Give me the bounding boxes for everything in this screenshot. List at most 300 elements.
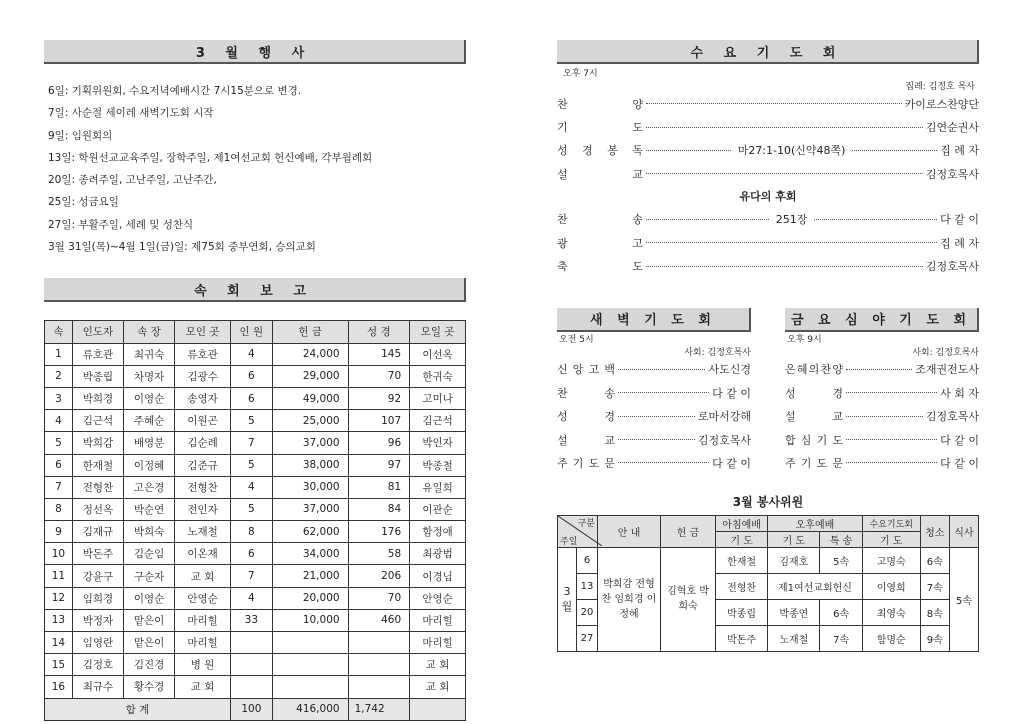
table-cell: 최귀숙 [124, 343, 175, 365]
table-cell: 박종립 [716, 599, 768, 625]
table-cell: 29,000 [272, 365, 348, 387]
program-label-char: 찬 [557, 97, 568, 111]
table-cell: 13 [45, 609, 73, 631]
vol-h-div: 구분 [577, 518, 595, 529]
table-cell: 6 [577, 547, 598, 573]
program-label [557, 385, 615, 401]
report-title: 속 회 보 고 [44, 278, 466, 302]
table-cell: 마리힐 [175, 609, 231, 631]
vol-h-special: 특 송 [820, 531, 862, 547]
table-cell: 7 [230, 432, 272, 454]
dot-leader [846, 439, 937, 440]
table-cell: 차명자 [124, 365, 175, 387]
table-cell: 70 [348, 587, 410, 609]
program-label [557, 361, 615, 377]
table-cell: 한귀숙 [410, 365, 466, 387]
program-value: 김연순권사 [925, 121, 979, 135]
table-cell [230, 654, 272, 676]
table-cell [230, 632, 272, 654]
program-label-char: 설 [557, 433, 568, 447]
report-total-row [45, 698, 466, 720]
program-item [785, 428, 979, 451]
table-cell: 10,000 [272, 609, 348, 631]
table-cell: 제1여선교회헌신 [768, 573, 863, 599]
program-label [557, 455, 615, 471]
table-cell: 함정애 [410, 521, 466, 543]
table-cell: 김광수 [175, 365, 231, 387]
table-cell: 5속 [820, 547, 862, 573]
table-cell [348, 676, 410, 698]
events-title: 3 월 행 사 [44, 40, 466, 64]
table-cell [348, 632, 410, 654]
friday-title: 금 요 심 야 기 도 회 [785, 308, 979, 332]
program-label-char: 송 [604, 386, 615, 400]
table-cell [230, 676, 272, 698]
report-header-cell: 속 장 [124, 321, 175, 343]
program-label-char: 찬 [820, 363, 832, 377]
table-cell: 8속 [920, 599, 949, 625]
program-item [557, 92, 979, 115]
program-label-char: 혜 [796, 363, 808, 377]
table-cell: 노재철 [768, 625, 820, 651]
event-item: 9일: 임원회의 [48, 129, 113, 142]
table-cell: 이영순 [124, 587, 175, 609]
table-cell: 5 [230, 498, 272, 520]
program-label-char: 설 [785, 410, 796, 424]
table-cell: 전형찬 [72, 476, 123, 498]
table-cell: 206 [348, 565, 410, 587]
table-cell: 84 [348, 498, 410, 520]
dot-leader [846, 392, 937, 393]
program-value: 다 같 이 [940, 456, 979, 470]
table-cell: 16 [45, 676, 73, 698]
volunteers-table [557, 515, 979, 652]
program-label-char: 찬 [557, 386, 568, 400]
program-label-char: 봉 [607, 144, 618, 158]
wednesday-title: 수 요 기 도 회 [557, 40, 979, 64]
table-cell: 안영순 [410, 587, 466, 609]
program-label-char: 양 [832, 363, 843, 377]
table-row [45, 365, 466, 387]
program-label-char: 문 [604, 456, 615, 470]
report-body [45, 343, 466, 698]
table-cell: 이경님 [410, 565, 466, 587]
total-people: 100 [230, 698, 272, 720]
table-cell: 20,000 [272, 587, 348, 609]
program-detail: 마27:1-10(신약48쪽) [737, 144, 846, 158]
table-row [45, 654, 466, 676]
vol-h-guide: 안 내 [598, 515, 661, 547]
program-label-char: 성 [785, 386, 796, 400]
table-cell: 97 [348, 454, 410, 476]
event-item: 3월 31일(목)~4월 1일(금)일: 제75회 중부연회, 승의교회 [48, 241, 316, 254]
table-cell: 마리힐 [175, 632, 231, 654]
table-cell: 고명숙 [862, 547, 920, 573]
program-label-char: 주 [785, 456, 796, 470]
program-label-char: 고 [588, 363, 600, 377]
table-cell: 전인자 [175, 498, 231, 520]
table-row [45, 609, 466, 631]
program-value: 김정호목사 [697, 433, 751, 447]
wednesday-program [557, 92, 979, 186]
table-cell: 15 [45, 654, 73, 676]
table-cell: 37,000 [272, 498, 348, 520]
report-header-cell: 인 원 [230, 321, 272, 343]
program-label-char: 교 [632, 167, 643, 181]
program-label-char: 기 [572, 456, 584, 470]
table-cell: 박희경 [72, 387, 123, 409]
table-cell: 교 회 [175, 676, 231, 698]
table-cell [348, 654, 410, 676]
program-value: 다 같 이 [940, 433, 979, 447]
table-cell: 9 [45, 521, 73, 543]
program-item [785, 451, 979, 474]
table-cell: 21,000 [272, 565, 348, 587]
table-cell: 3월 [558, 547, 577, 651]
table-cell: 460 [348, 609, 410, 631]
dot-leader [618, 462, 709, 463]
dot-leader [646, 173, 923, 174]
dot-leader [646, 266, 923, 267]
program-label-char: 광 [557, 236, 568, 250]
program-label-char: 의 [808, 363, 820, 377]
table-cell: 7속 [820, 625, 862, 651]
vol-h-meal: 식사 [949, 515, 978, 547]
table-cell: 임희경 [72, 587, 123, 609]
event-item: 20일: 종려주일, 고난주일, 고난주간, [48, 174, 217, 187]
table-cell: 교 회 [410, 654, 466, 676]
program-value: 다 같 이 [712, 386, 751, 400]
table-cell: 구순자 [124, 565, 175, 587]
table-cell: 황수경 [124, 676, 175, 698]
program-item [557, 451, 751, 474]
program-label-char: 독 [632, 144, 643, 158]
table-cell: 함명순 [862, 625, 920, 651]
table-cell: 6 [230, 365, 272, 387]
table-cell: 박돈주 [72, 543, 123, 565]
table-cell: 박정자 [72, 609, 123, 631]
table-cell: 6 [230, 543, 272, 565]
program-value: 사 회 자 [940, 386, 979, 400]
report-header-cell: 인도자 [72, 321, 123, 343]
program-value: 다 같 이 [712, 456, 751, 470]
wednesday-time: 오후 7시 [563, 69, 598, 79]
table-cell: 박종철 [410, 454, 466, 476]
dawn-leader-row [557, 345, 751, 358]
table-cell: 최광범 [410, 543, 466, 565]
table-cell: 5 [45, 432, 73, 454]
table-row [45, 676, 466, 698]
program-value: 김정호목사 [925, 410, 979, 424]
program-label-char: 축 [557, 260, 568, 274]
table-cell: 4 [230, 343, 272, 365]
friday-program [785, 358, 979, 475]
table-cell: 58 [348, 543, 410, 565]
program-item [785, 405, 979, 428]
report-table [44, 320, 466, 720]
table-cell: 81 [348, 476, 410, 498]
dot-leader [846, 416, 923, 417]
table-cell: 고은경 [124, 476, 175, 498]
friday-prayer [785, 308, 979, 475]
program-label [557, 408, 615, 424]
table-cell: 7속 [920, 573, 949, 599]
table-row [45, 454, 466, 476]
table-cell: 8 [230, 521, 272, 543]
wednesday-meta [557, 66, 979, 79]
table-cell: 배영분 [124, 432, 175, 454]
program-value: 사도신경 [708, 363, 751, 377]
program-item [557, 254, 979, 277]
table-cell: 전형찬 [716, 573, 768, 599]
table-cell: 김근석 [72, 410, 123, 432]
table-cell: 49,000 [272, 387, 348, 409]
table-cell: 김재규 [72, 521, 123, 543]
dot-leader [618, 416, 695, 417]
dawn-time: 오전 5시 [559, 334, 594, 345]
dot-leader [852, 150, 937, 151]
dot-leader [646, 103, 902, 104]
table-row [45, 565, 466, 587]
table-cell: 5 [230, 454, 272, 476]
table-cell: 34,000 [272, 543, 348, 565]
table-cell: 145 [348, 343, 410, 365]
table-cell: 박종연 [768, 599, 820, 625]
table-cell: 7 [230, 565, 272, 587]
table-cell: 107 [348, 410, 410, 432]
program-item [557, 428, 751, 451]
friday-time: 오후 9시 [787, 334, 822, 345]
table-cell: 최영숙 [862, 599, 920, 625]
program-item [557, 115, 979, 138]
vol-h-week: 주일 [560, 536, 578, 547]
program-value: 조재권전도사 [915, 363, 979, 377]
program-label [557, 166, 643, 182]
table-cell: 2 [45, 365, 73, 387]
table-cell: 이정혜 [124, 454, 175, 476]
table-cell: 8 [45, 498, 73, 520]
table-cell: 6속 [820, 599, 862, 625]
report-header-cell: 모일 곳 [410, 321, 466, 343]
table-cell: 6 [45, 454, 73, 476]
table-cell: 5 [230, 410, 272, 432]
table-cell: 김재호 [768, 547, 820, 573]
event-item: 13일: 학원선교교육주일, 장학주일, 제1여선교회 헌신예배, 각부월례회 [48, 151, 373, 164]
prayer-meetings [557, 308, 979, 475]
table-cell: 38,000 [272, 454, 348, 476]
dawn-meta [557, 332, 751, 345]
program-label [557, 211, 643, 227]
table-row [45, 410, 466, 432]
table-cell: 4 [230, 587, 272, 609]
table-cell: 33 [230, 609, 272, 631]
program-label-char: 도 [832, 433, 843, 447]
total-offering: 416,000 [272, 698, 348, 720]
program-label [557, 235, 643, 251]
table-row [45, 587, 466, 609]
program-label-char: 경 [582, 144, 593, 158]
table-cell: 류호관 [72, 343, 123, 365]
table-row [45, 521, 466, 543]
table-cell: 박희숙 [124, 521, 175, 543]
table-cell: 25,000 [272, 410, 348, 432]
program-label [785, 455, 843, 471]
vol-corner [558, 515, 598, 547]
dawn-leader: 사회: 김정호목사 [684, 347, 751, 358]
table-cell: 송영자 [175, 387, 231, 409]
table-cell: 마리힐 [410, 609, 466, 631]
dot-leader [814, 219, 937, 220]
program-item [557, 405, 751, 428]
table-cell: 김순임 [124, 543, 175, 565]
program-label-char: 합 [785, 433, 796, 447]
dot-leader [646, 150, 731, 151]
program-label-char: 경 [604, 410, 615, 424]
program-label-char: 설 [557, 167, 568, 181]
program-label-char: 성 [557, 410, 568, 424]
dot-leader [846, 369, 912, 370]
dot-leader [618, 369, 705, 370]
table-cell: 박인자 [410, 432, 466, 454]
dawn-title: 새 벽 기 도 회 [557, 308, 751, 332]
table-cell: 전형찬 [175, 476, 231, 498]
program-detail: 251장 [775, 213, 808, 227]
table-cell [272, 632, 348, 654]
sermon-title: 유다의 후회 [739, 189, 797, 203]
report-header-row [45, 321, 466, 343]
vol-h-prayer: 기 도 [768, 531, 820, 547]
table-cell: 9속 [920, 625, 949, 651]
program-value: 다 같 이 [940, 213, 979, 227]
table-cell: 한재철 [716, 547, 768, 573]
table-cell: 12 [45, 587, 73, 609]
total-bible: 1,742 [348, 698, 410, 720]
table-cell: 박희감 [72, 432, 123, 454]
dot-leader [618, 392, 709, 393]
table-cell [272, 676, 348, 698]
vol-h-afternoon: 오후예배 [768, 515, 863, 531]
table-cell: 176 [348, 521, 410, 543]
table-cell: 임영란 [72, 632, 123, 654]
events-list [48, 80, 466, 258]
program-value: 김정호목사 [925, 167, 979, 181]
program-label-char: 고 [632, 236, 643, 250]
volunteers-body [558, 547, 979, 651]
table-cell: 강윤구 [72, 565, 123, 587]
program-label-char: 송 [632, 213, 643, 227]
table-cell: 7 [45, 476, 73, 498]
table-row [45, 498, 466, 520]
program-item [785, 358, 979, 381]
total-label: 합 계 [45, 698, 231, 720]
table-cell: 유일희 [410, 476, 466, 498]
table-cell: 이관순 [410, 498, 466, 520]
table-row [45, 343, 466, 365]
friday-meta [785, 332, 979, 345]
report-header-cell: 헌 금 [272, 321, 348, 343]
program-value: 집 례 자 [940, 236, 979, 250]
table-cell: 13 [577, 573, 598, 599]
program-label-char: 백 [604, 363, 615, 377]
program-label-char: 주 [557, 456, 568, 470]
dot-leader [618, 439, 695, 440]
table-cell: 4 [230, 476, 272, 498]
vol-h-morning: 아침예배 [716, 515, 768, 531]
program-value: 김정호목사 [925, 260, 979, 274]
table-cell: 1 [45, 343, 73, 365]
program-label-char: 도 [632, 260, 643, 274]
program-item [557, 162, 979, 185]
program-label-char: 교 [604, 433, 615, 447]
table-cell: 맡은이 [124, 609, 175, 631]
program-value: 로마서강해 [697, 410, 751, 424]
program-item [557, 381, 751, 404]
table-row [558, 547, 979, 573]
program-item [557, 208, 979, 231]
program-value: 카이로스찬양단 [904, 97, 979, 111]
program-label-char: 기 [800, 456, 812, 470]
program-label [557, 142, 643, 158]
program-item [557, 358, 751, 381]
program-label-char: 성 [557, 144, 568, 158]
program-label-char: 기 [816, 433, 828, 447]
event-item: 27일: 부활주일, 세례 및 성찬식 [48, 218, 194, 231]
table-row [45, 432, 466, 454]
program-label-char: 도 [816, 456, 828, 470]
table-cell: 이원곤 [175, 410, 231, 432]
program-label [785, 385, 843, 401]
table-cell: 교 회 [410, 676, 466, 698]
table-cell: 안영순 [175, 587, 231, 609]
wednesday-leader: 집례: 김정호 목사 [905, 82, 975, 92]
table-cell: 이영희 [862, 573, 920, 599]
table-cell: 주혜순 [124, 410, 175, 432]
friday-leader-row [785, 345, 979, 358]
table-cell: 김정호 [72, 654, 123, 676]
program-label-char: 양 [632, 97, 643, 111]
program-label [557, 96, 643, 112]
right-column [557, 40, 979, 652]
table-cell: 박종립 [72, 365, 123, 387]
table-cell: 김혁호 박희숙 [661, 547, 716, 651]
program-value: 집 례 자 [940, 144, 980, 158]
vol-h-offering: 헌 금 [661, 515, 716, 547]
program-label [785, 432, 843, 448]
table-cell: 마리힐 [410, 632, 466, 654]
table-cell: 최규수 [72, 676, 123, 698]
program-label [785, 361, 843, 377]
dawn-prayer [557, 308, 751, 475]
total-empty [410, 698, 466, 720]
table-row [45, 476, 466, 498]
volunteers-title: 3월 봉사위원 [732, 494, 804, 509]
program-label-char: 도 [588, 456, 600, 470]
table-cell: 11 [45, 565, 73, 587]
program-label-char: 기 [557, 121, 568, 135]
wednesday-program-2 [557, 208, 979, 278]
table-cell: 10 [45, 543, 73, 565]
table-cell: 3 [45, 387, 73, 409]
table-cell: 박희감 전형찬 임희경 이정혜 [598, 547, 661, 651]
vol-h-prayer: 기 도 [862, 531, 920, 547]
program-label-char: 앙 [572, 363, 584, 377]
table-cell: 20 [577, 599, 598, 625]
program-item [557, 139, 979, 162]
table-cell: 92 [348, 387, 410, 409]
dawn-program [557, 358, 751, 475]
event-item: 6일: 기획위원회, 수요저녁예배시간 7시15분으로 변경. [48, 85, 302, 97]
program-item [557, 231, 979, 254]
